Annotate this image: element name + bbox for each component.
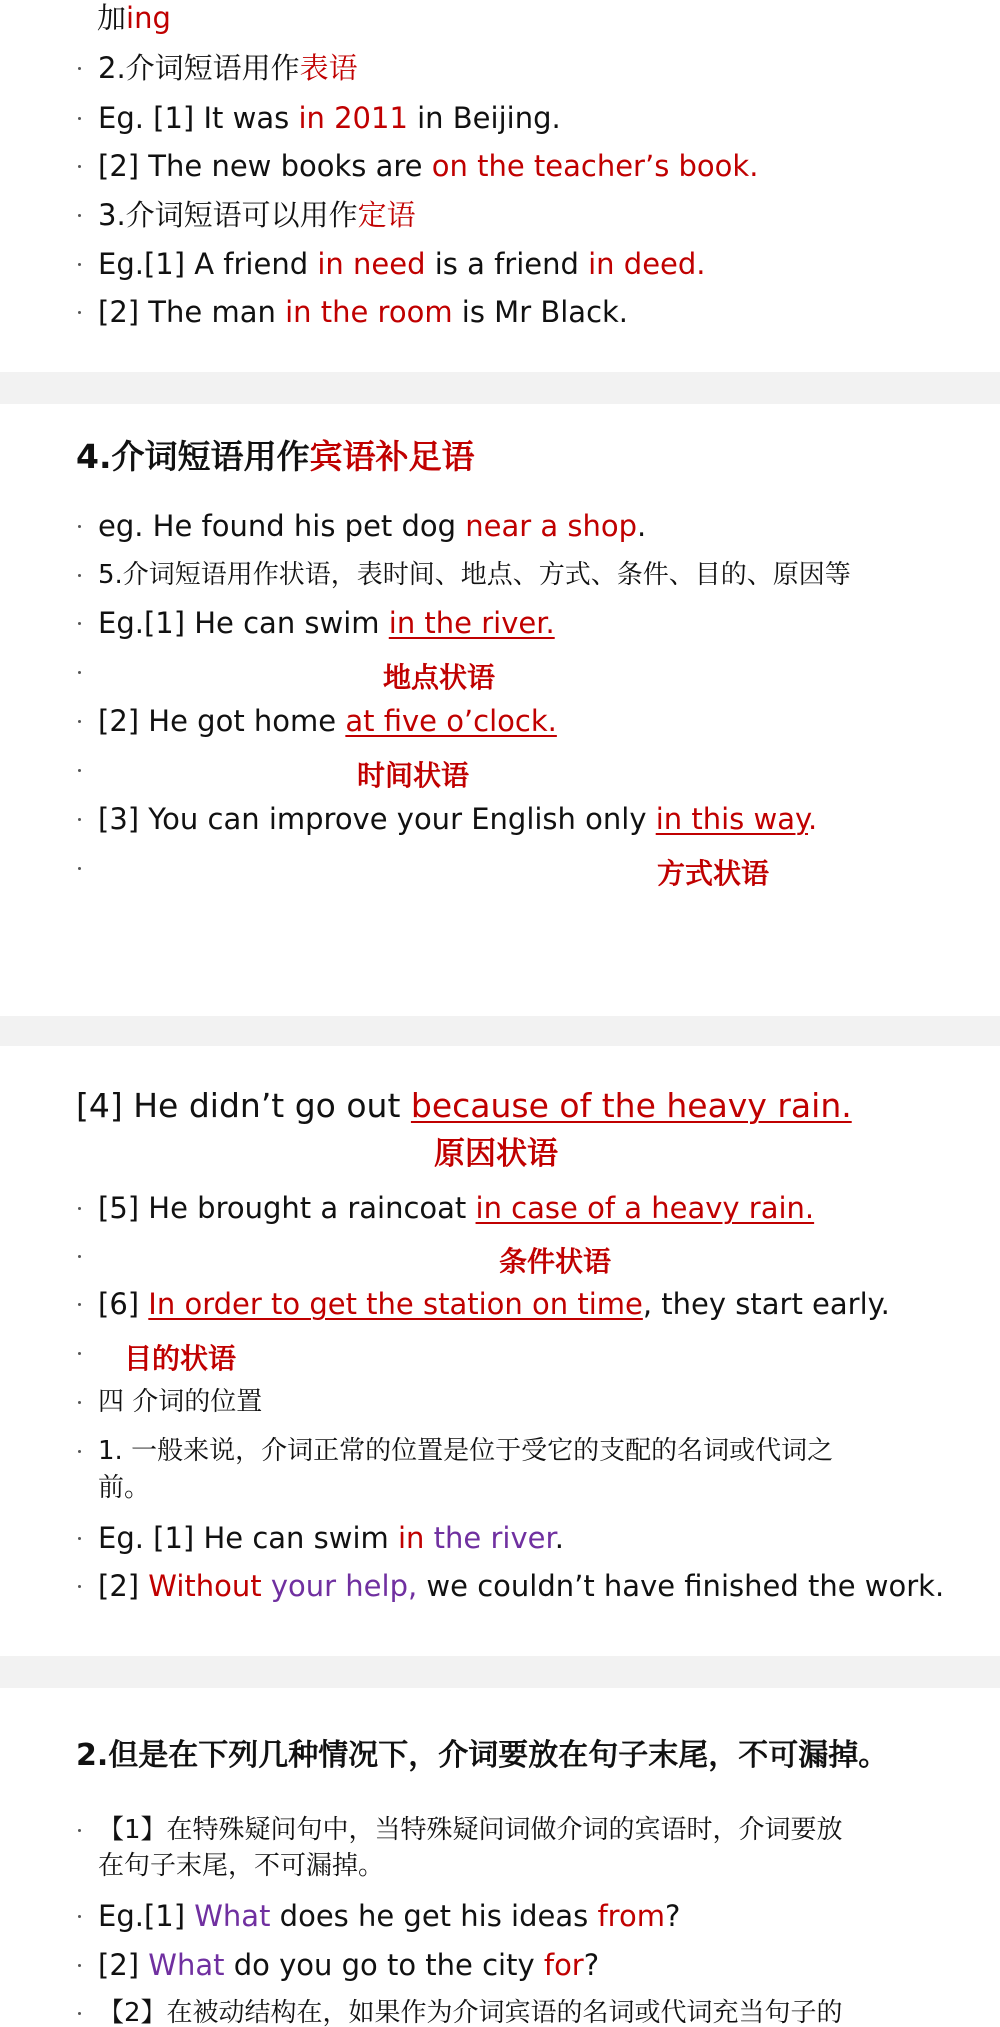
continued-line [97,0,171,36]
text: Eg.[1] A friend [98,247,318,281]
text: 2.但是在下列几种情况下，介词要放在句子末尾，不可漏掉。 [76,1738,889,1773]
text: [2] He got home [98,704,346,738]
text: 3.介词短语可以用作 [98,198,358,232]
text: , they start early. [642,1287,890,1321]
text: is a friend [425,247,589,281]
text: Eg.[1] He can swim [98,606,389,640]
bullet-example-4 [76,294,628,330]
text: . [637,509,647,543]
text: 【2】在被动结构在，如果作为介词宾语的名词或代词充当句子的 [98,1998,843,2027]
position-rule-continued [98,1470,150,1506]
highlight: . [808,802,818,836]
highlight: Without [148,1569,271,1603]
bullet-position-rule [76,1433,833,1469]
bullet-example-case-2 [76,1947,599,1983]
highlight: in [398,1521,434,1555]
text: [2] The man [98,295,286,329]
text: do you go to the city [224,1948,544,1982]
text: ? [583,1948,600,1982]
example-reason [76,1086,852,1126]
text: [4] He didn’t go out [76,1086,411,1125]
highlight: from [597,1899,665,1933]
label-condition-adverbial: 条件状语 [499,1245,612,1278]
text: Eg. [1] It was [98,101,299,135]
highlight: 定语 [357,198,416,232]
bullet-example-position-2 [76,1568,944,1604]
text: [2] The new books are [98,149,432,183]
highlight: in case of a heavy rain. [475,1191,815,1225]
highlight: in 2011 [298,101,408,135]
bullet-attributive [76,197,416,233]
text: [2] [98,1948,149,1982]
highlight: in need [317,247,426,281]
highlight: in the room [285,295,453,329]
highlight: near a shop [465,509,638,543]
highlight: on the teacher’s book. [431,149,759,183]
text: 在句子末尾，不可漏掉。 [98,1851,385,1881]
text: 前。 [98,1473,151,1503]
text: 5.介词短语用作状语，表时间、地点、方式、条件、目的、原因等 [98,560,851,590]
highlight: in this way [655,802,809,836]
text: in Beijing. [407,101,561,135]
label-time-adverbial: 时间状语 [357,759,470,792]
bullet-example-purpose [76,1286,890,1322]
highlight: ing [126,1,171,35]
highlight: your help, [270,1569,418,1603]
bullet-predicative [76,50,358,86]
highlight: What [148,1948,225,1982]
bullet-adverbial [76,557,851,593]
text: we couldn’t have finished the work. [417,1569,945,1603]
bullet-example-position-1 [76,1520,564,1556]
text: 4.介词短语用作 [76,437,310,476]
text: [5] He brought a raincoat [98,1191,476,1225]
highlight: In order to get the station on time [148,1287,643,1321]
highlight: for [543,1948,584,1982]
text: Eg. [1] He can swim [98,1521,398,1555]
bullet-example-1 [76,100,561,136]
bullet-example-case-1 [76,1898,680,1934]
bullet-example-3 [76,246,706,282]
section-heading [76,439,475,475]
slide-2 [0,404,1000,1016]
text: [2] [98,1569,149,1603]
highlight: in deed. [588,247,706,281]
bullet-example-place [76,605,555,641]
text: [6] [98,1287,149,1321]
bullet-example-condition [76,1190,814,1226]
slide-1 [0,0,1000,372]
highlight: in the river. [388,606,555,640]
text: . [554,1521,564,1555]
highlight: at five o’clock. [345,704,557,738]
case-1-continued [98,1848,384,1884]
slide-3 [0,1046,1000,1656]
highlight: because of the heavy rain. [410,1086,852,1125]
text: does he get his ideas [270,1899,598,1933]
section-heading [76,1738,888,1774]
highlight: the river [433,1521,555,1555]
highlight: 表语 [299,51,358,85]
text: 【1】在特殊疑问句中，当特殊疑问词做介词的宾语时，介词要放 [98,1815,843,1845]
bullet-object-complement [76,508,646,544]
label-manner-adverbial: 方式状语 [657,857,770,890]
label-place-adverbial: 地点状语 [383,661,496,694]
bullet-position-heading [76,1384,262,1420]
text: ? [664,1899,681,1933]
text: is Mr Black. [452,295,629,329]
text: Eg.[1] [98,1899,195,1933]
label-reason-adverbial: 原因状语 [434,1136,558,1172]
slide-4 [0,1688,1000,2027]
text: 2.介词短语用作 [98,51,300,85]
text: eg. He found his pet dog [98,509,466,543]
text: [3] You can improve your English only [98,802,656,836]
bullet-example-manner [76,801,817,837]
label-purpose-adverbial: 目的状语 [124,1342,237,1375]
highlight: What [194,1899,271,1933]
bullet-example-time [76,703,557,739]
text: 四 介词的位置 [98,1387,263,1417]
text: 1. 一般来说，介词正常的位置是位于受它的支配的名词或代词之 [98,1436,834,1466]
bullet-example-2 [76,148,758,184]
bullet-case-2 [76,1995,843,2027]
bullet-case-1 [76,1812,843,1848]
text: 加 [97,1,127,35]
highlight: 宾语补足语 [309,437,475,476]
